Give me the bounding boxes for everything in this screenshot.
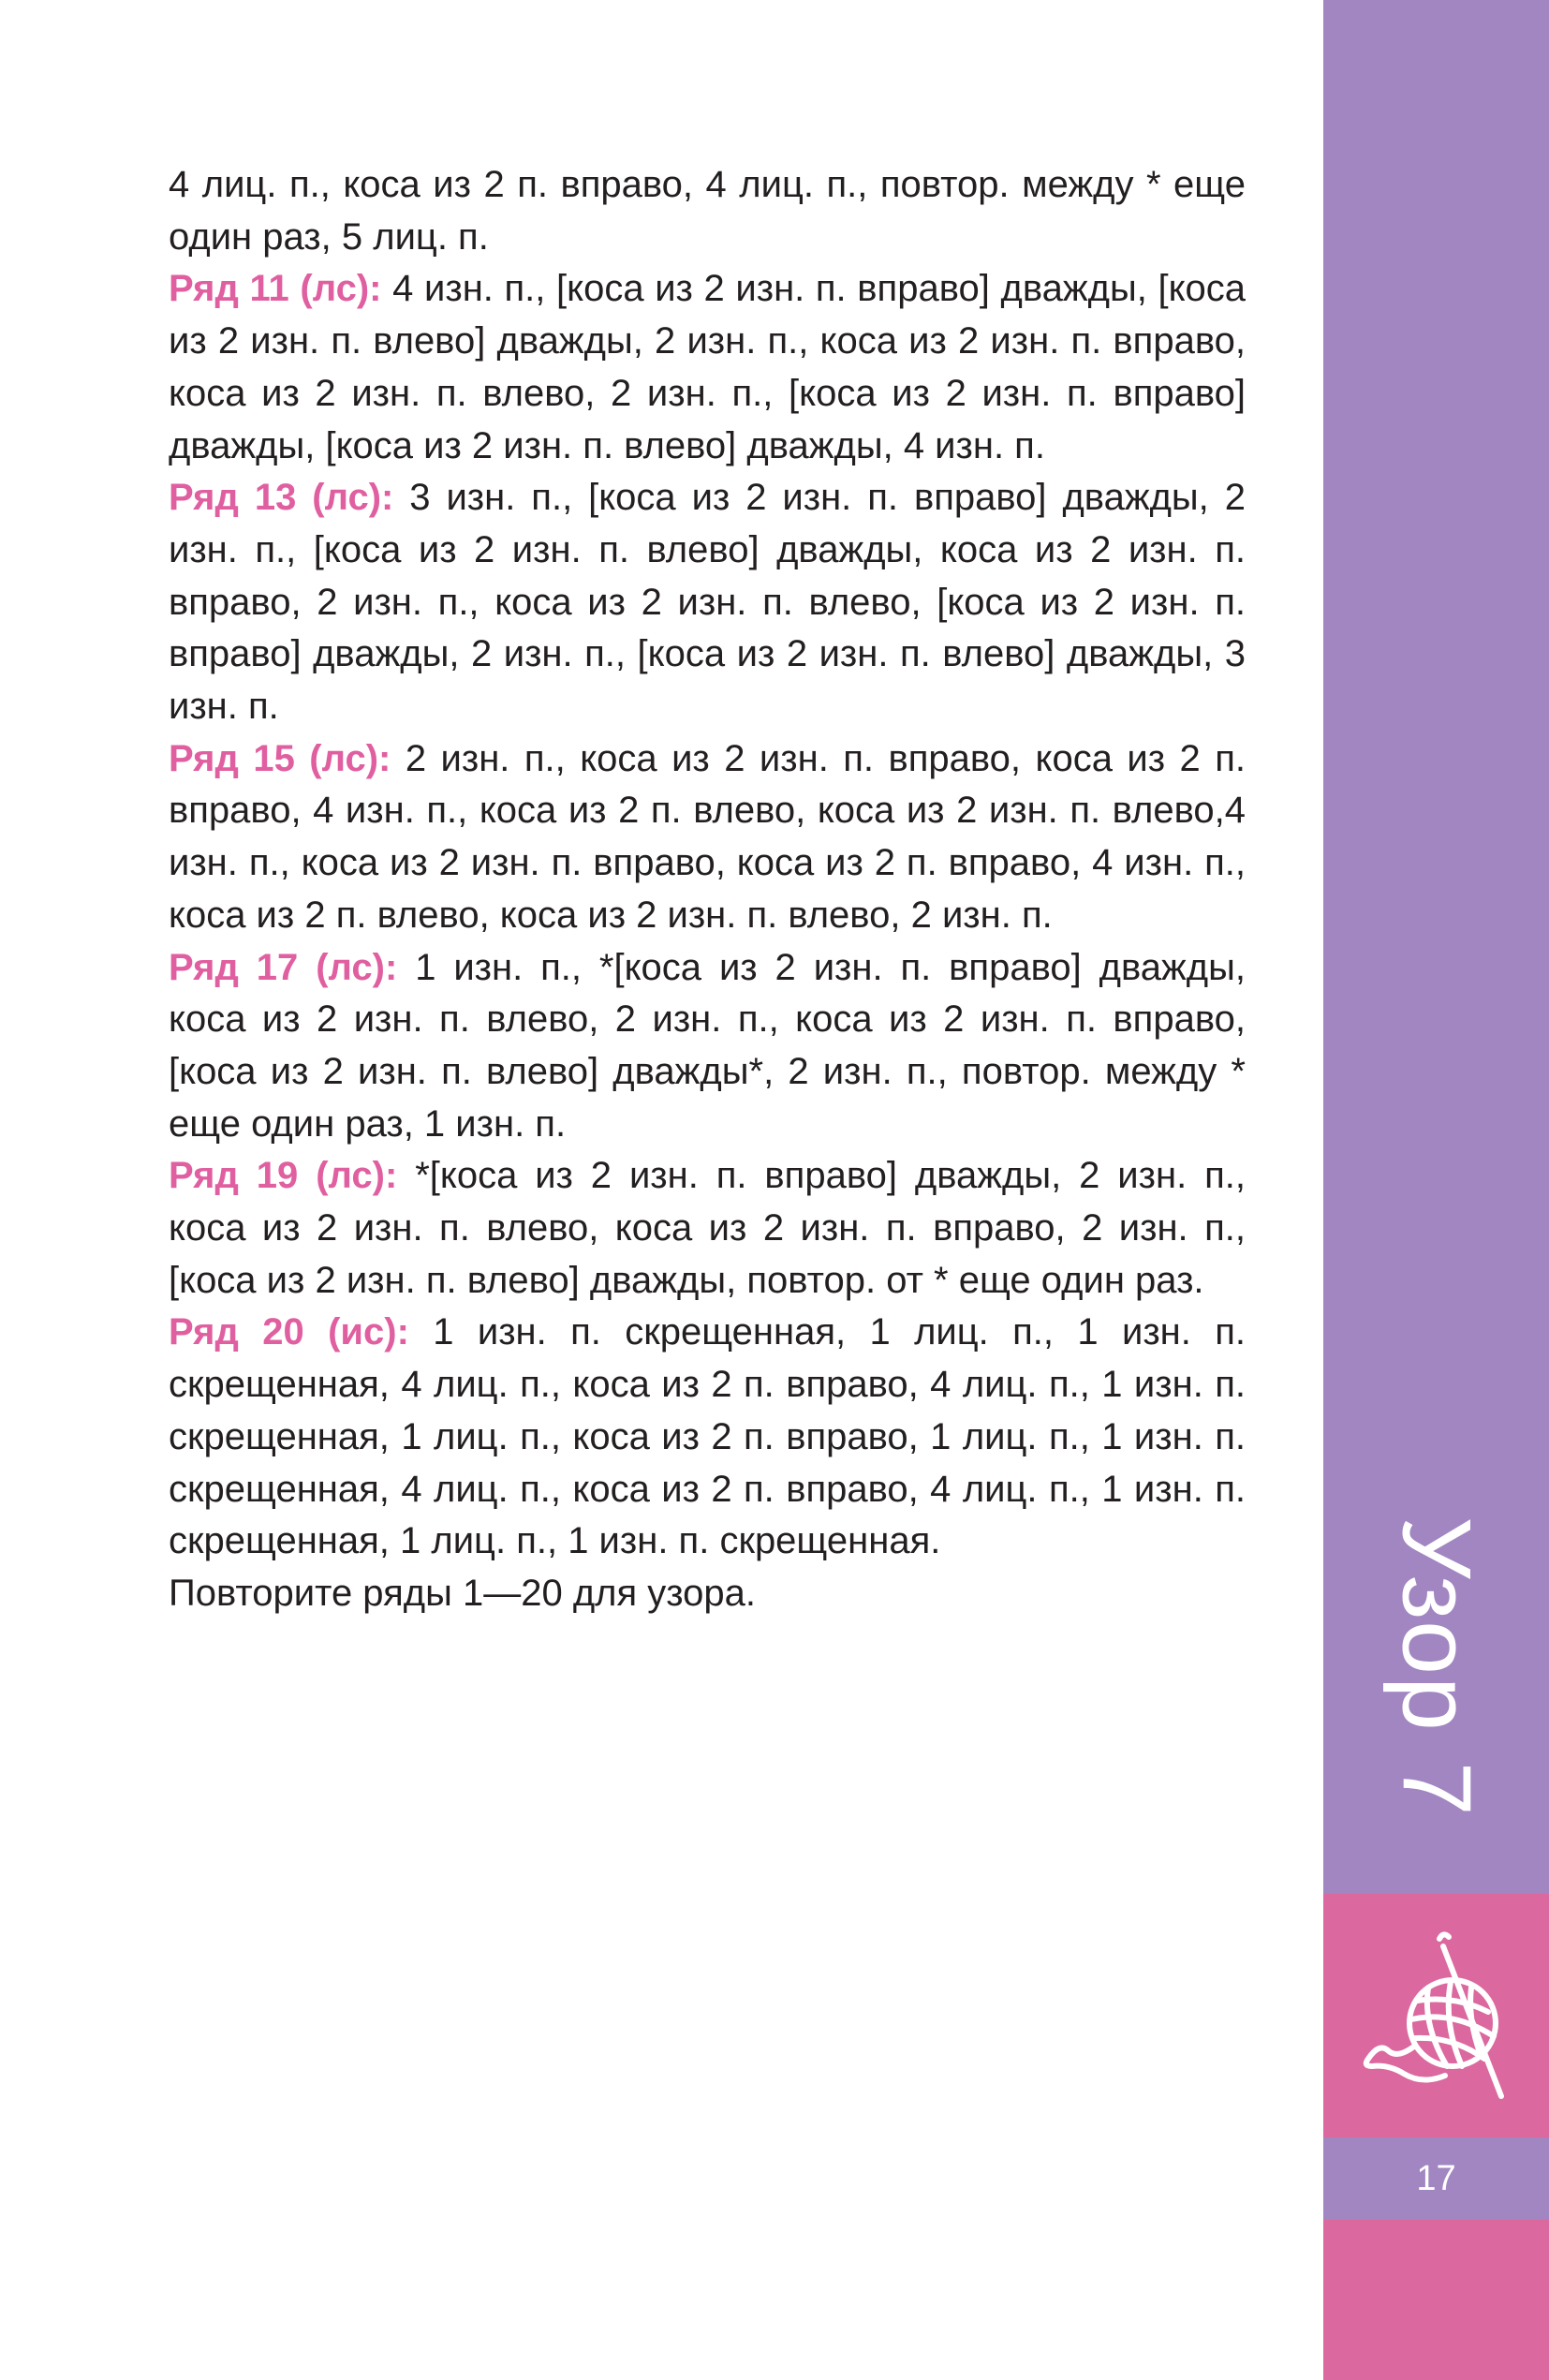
sidebar bbox=[1323, 0, 1549, 2380]
instruction-text: 4 изн. п., [коса из 2 изн. п. вправо] дважды, [коса из 2 изн. п. влево] дважды, 2 изн. п., коса из 2 изн. п. вправо, коса из 2 изн. п. влево, 2 изн. п., [коса из 2 изн. п. вправо] дважды, [коса из 2 изн. п. влево] дважды, 4 изн. п. bbox=[169, 268, 1247, 466]
instruction-text: 2 изн. п., коса из 2 изн. п. вправо, коса из 2 п. вправо, 4 изн. п., коса из 2 п. влево, коса из 2 изн. п. влево,4 изн. п., коса из 2 изн. п. вправо, коса из 2 п. вправо, 4 изн. п., коса из 2 п. влево, коса из 2 изн. п. влево, 2 изн. п. bbox=[169, 737, 1246, 936]
repeat-note bbox=[169, 1568, 1246, 1620]
section-title: Узор 7 bbox=[1381, 1516, 1491, 1818]
row-15-instruction bbox=[169, 733, 1246, 942]
instruction-text: 4 лиц. п., коса из 2 п. вправо, 4 лиц. п., повтор. между * еще один раз, 5 лиц. п. bbox=[169, 164, 1246, 258]
instruction-text: 3 изн. п., [коса из 2 изн. п. вправо] дважды, 2 изн. п., [коса из 2 изн. п. влево] дважды, коса из 2 изн. п. вправо, 2 изн. п., коса из 2 изн. п. влево, [коса из 2 изн. п. вправо] дважды, 2 изн. п., [коса из 2 изн. п. влево] дважды, 3 изн. п. bbox=[169, 477, 1246, 728]
row-13-instruction bbox=[169, 472, 1246, 733]
row-label: Ряд 15 (лс): bbox=[169, 737, 391, 779]
instruction-text: 1 изн. п., *[коса из 2 изн. п. вправо] дважды, коса из 2 изн. п. влево, 2 изн. п., коса из 2 изн. п. вправо, [коса из 2 изн. п. влево] дважды*, 2 изн. п., повтор. между * еще один раз, 1 изн. п. bbox=[169, 946, 1246, 1145]
instruction-text: Повторите ряды 1—20 для узора. bbox=[169, 1572, 757, 1614]
instruction-paragraph bbox=[169, 159, 1246, 263]
row-19-instruction bbox=[169, 1150, 1246, 1307]
pattern-instructions bbox=[169, 159, 1246, 1620]
row-11-instruction bbox=[169, 263, 1246, 472]
yarn-ball-crochet-hook-icon bbox=[1361, 1929, 1520, 2107]
row-label: Ряд 20 (ис): bbox=[169, 1311, 409, 1353]
instruction-text: 1 изн. п. скрещенная, 1 лиц. п., 1 изн. п. скрещенная, 4 лиц. п., коса из 2 п. вправо, 4 лиц. п., 1 изн. п. скрещенная, 1 лиц. п., коса из 2 п. вправо, 1 лиц. п., 1 изн. п. скрещенная, 4 лиц. п., коса из 2 п. вправо, 4 лиц. п., 1 изн. п. скрещенная, 1 лиц. п., 1 изн. п. скрещенная. bbox=[169, 1311, 1246, 1562]
section-title-wrapper bbox=[1323, 1499, 1549, 1836]
instruction-text: *[коса из 2 изн. п. вправо] дважды, 2 изн. п., коса из 2 изн. п. влево, коса из 2 изн. п. вправо, 2 изн. п., [коса из 2 изн. п. влево] дважды, повтор. от * еще один раз. bbox=[169, 1155, 1246, 1301]
row-20-instruction bbox=[169, 1307, 1246, 1568]
sidebar-bottom-band bbox=[1323, 2220, 1549, 2380]
row-label: Ряд 17 (лс): bbox=[169, 946, 398, 988]
row-label: Ряд 19 (лс): bbox=[169, 1155, 398, 1197]
page-number: 17 bbox=[1416, 2159, 1456, 2198]
row-17-instruction bbox=[169, 942, 1246, 1151]
row-label: Ряд 11 (лс): bbox=[169, 268, 382, 310]
row-label: Ряд 13 (лс): bbox=[169, 477, 394, 519]
